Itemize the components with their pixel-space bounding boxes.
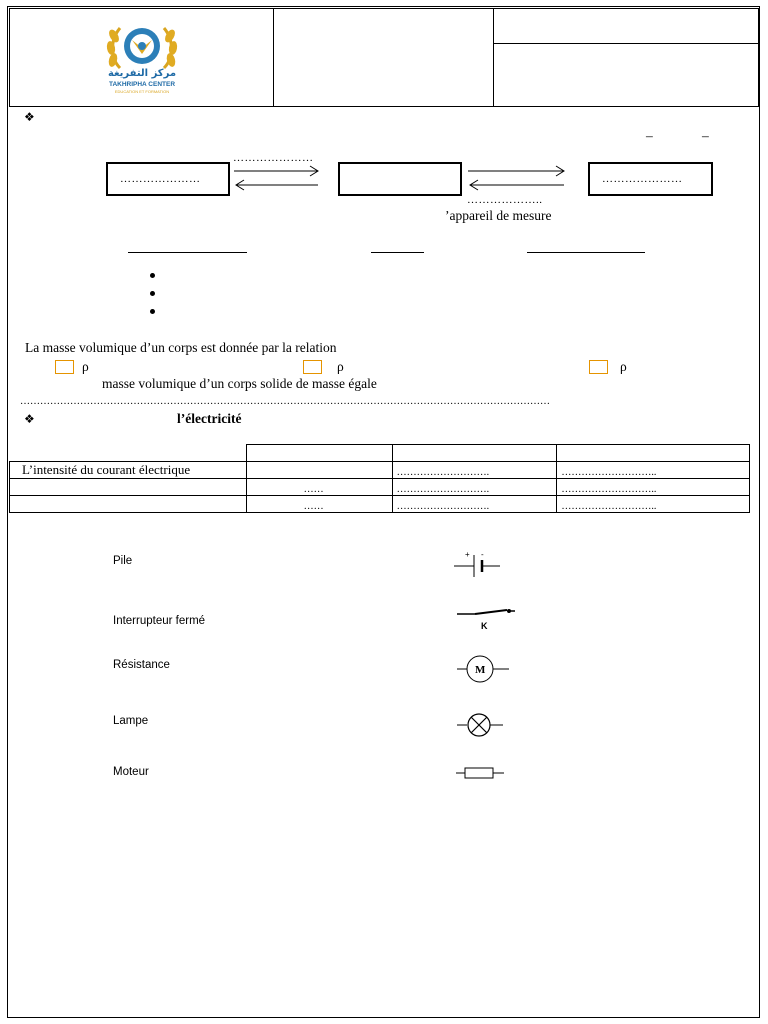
pile-minus-label: - [481, 550, 484, 559]
dash-1: – [646, 128, 653, 143]
diagram-box-middle [338, 162, 462, 196]
bullet-dot-3 [150, 309, 155, 314]
double-arrow-left-icon [232, 163, 322, 193]
table-cell [10, 479, 247, 496]
answer-line-3 [527, 252, 645, 253]
table-cell [10, 445, 247, 462]
double-arrow-right-icon [466, 163, 568, 193]
header-left-line [9, 8, 10, 106]
table-cell: ……………………….. [557, 479, 750, 496]
logo-tagline: EDUCATION ET FORMATION [114, 89, 170, 94]
school-logo [92, 10, 192, 104]
arrow-bottom-dots: ……………….. [467, 194, 543, 206]
section2-title: l’électricité [177, 411, 242, 426]
table-cell: ………………………. [392, 496, 557, 513]
rho-symbol-3: ρ [620, 359, 627, 374]
diagram-box-left [106, 162, 230, 196]
section-separator: …………………………………………………………………………………………………………………………………………… [20, 396, 550, 407]
table-cell: …… [246, 479, 392, 496]
diagram-box-right [588, 162, 713, 196]
switch-symbol-icon [455, 604, 517, 632]
table-cell: ………………………. [392, 462, 557, 479]
choice-checkbox-3[interactable] [589, 360, 608, 374]
table-cell [557, 445, 750, 462]
table-row [10, 496, 750, 513]
table-row [10, 462, 750, 479]
motor-m-label: M [475, 664, 486, 676]
table-row [10, 479, 750, 496]
dash-2: – [702, 128, 709, 143]
box-left-dots: ………………… [120, 173, 201, 185]
component-label-lampe: Lampe [113, 715, 149, 727]
logo-latin-text: TAKHRIPHA CENTER [108, 81, 176, 88]
bullet-dot-2 [150, 291, 155, 296]
lamp-symbol-icon [455, 710, 505, 740]
rho-symbol-2: ρ [337, 359, 344, 374]
box-right-dots: ………………… [602, 173, 683, 185]
header-right-split [494, 43, 758, 44]
component-label-resistance: Résistance [113, 659, 170, 671]
component-label-interrupteur: Interrupteur fermé [113, 615, 206, 627]
header-right-line [758, 8, 759, 106]
rho-symbol-1: ρ [82, 359, 89, 374]
table-cell: L’intensité du courant électrique [10, 462, 247, 479]
table-cell: ………………………. [392, 479, 557, 496]
masse-solide-text: masse volumique d’un corps solide de masse égale [102, 376, 377, 391]
header-bottom-line [9, 106, 759, 107]
table-cell [246, 445, 392, 462]
pile-symbol-icon [452, 549, 502, 581]
answer-line-1 [128, 252, 247, 253]
masse-relation-text: La masse volumique d’un corps est donnée par la relation [25, 340, 337, 355]
section1-bullet-icon: ❖ [24, 110, 35, 124]
header-top-line [9, 8, 759, 9]
choice-checkbox-1[interactable] [55, 360, 74, 374]
table-cell [246, 462, 392, 479]
arrow-top-dots: ………………… [233, 152, 314, 164]
header-divider-1 [273, 8, 274, 106]
pile-plus-label: + [465, 550, 470, 559]
answer-line-2 [371, 252, 424, 253]
table-cell [392, 445, 557, 462]
choice-checkbox-2[interactable] [303, 360, 322, 374]
component-label-pile: Pile [113, 555, 133, 567]
resistor-symbol-icon [455, 765, 505, 781]
motor-symbol-icon [455, 653, 511, 685]
bullet-dot-1 [150, 273, 155, 278]
table-cell: ……………………….. [557, 496, 750, 513]
table-cell: ……………………….. [557, 462, 750, 479]
table-row [10, 445, 750, 462]
logo-arabic-text: مركز التفريغة [107, 68, 177, 79]
table-cell [10, 496, 247, 513]
component-label-moteur: Moteur [113, 766, 149, 778]
electricity-table [9, 444, 750, 513]
appareil-de-mesure-text: ’appareil de mesure [445, 208, 552, 223]
switch-k-label: K [481, 621, 488, 631]
table-cell: …… [246, 496, 392, 513]
section2-bullet-icon: ❖ [24, 412, 35, 426]
header-divider-2 [493, 8, 494, 106]
